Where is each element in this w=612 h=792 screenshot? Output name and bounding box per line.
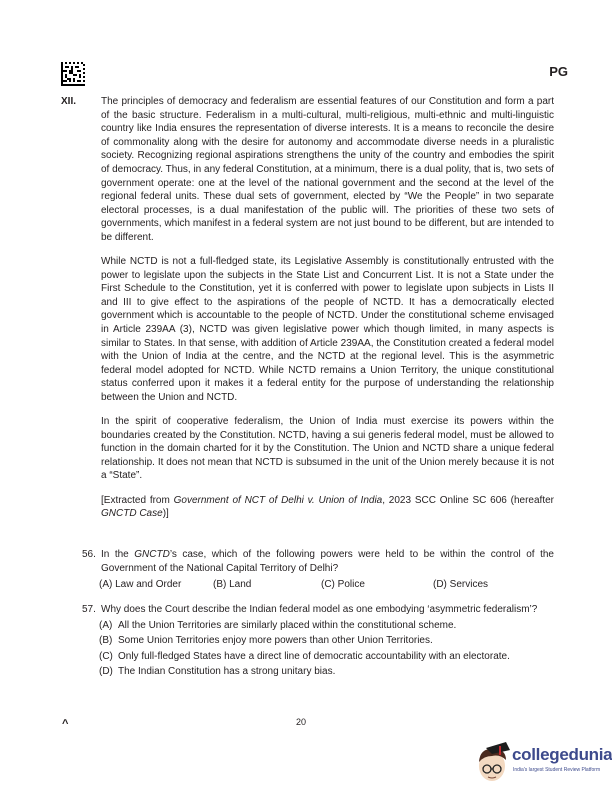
brand-name: collegedunia	[512, 745, 612, 764]
brand-tagline: India's largest Student Review Platform	[513, 767, 601, 773]
option-text: Law and Order	[115, 579, 182, 591]
option-a	[99, 619, 554, 633]
options-row	[99, 578, 554, 592]
option-label: (B)	[99, 635, 113, 647]
option-label: (C)	[99, 650, 113, 662]
student-mascot-icon	[476, 740, 512, 786]
question-number: 56.	[82, 549, 96, 560]
section-label: XII.	[61, 96, 77, 107]
citation	[101, 494, 554, 521]
option-text: All the Union Territories are similarly placed within the constitutional scheme.	[118, 619, 457, 631]
option-label: (D)	[99, 666, 113, 678]
stem-prefix: In the	[101, 549, 135, 560]
option-label: (A)	[99, 619, 113, 631]
citation-prefix: [Extracted from	[101, 494, 174, 506]
option-b	[213, 578, 321, 592]
stem-rest: ’s case, which of the following powers were held to be within the control of the Government of the National Capital Territory of Delhi?	[101, 549, 554, 574]
option-text: Some Union Territories enjoy more powers than other Union Territories.	[118, 635, 433, 647]
option-d	[433, 578, 488, 592]
citation-case-title: Government of NCT of Delhi v. Union of India	[173, 494, 383, 506]
option-label: (C)	[321, 579, 335, 591]
question-stem: Why does the Court describe the Indian federal model as one embodying ‘asymmetric federalism’?	[101, 604, 538, 615]
datamatrix-code-icon	[61, 62, 85, 86]
citation-middle: , 2023 SCC Online SC 606 (hereafter	[382, 494, 554, 506]
page-number: 20	[296, 717, 307, 727]
stem-italic: GNCTD	[134, 549, 170, 560]
citation-short-name: GNCTD Case	[101, 508, 163, 520]
passage	[101, 95, 554, 531]
option-label: (D)	[433, 579, 447, 591]
passage-paragraph: While NCTD is not a full-fledged state, its Legislative Assembly is constitutionally entrusted with the power to legislate upon the subjects in the State List and Concurrent List. It is not a State under the First Schedule to the Constitution, yet it is conferred with power to legislate upon subjects in Lists II and III to give effect to the aspirations of the people of NCTD. It has a democratically elected government which is accountable to the people of NCTD. Under the constitutional scheme envisaged in Article 239AA (3), NCTD was given legislative power which though limited, in many aspects is similar to States. In that sense, with addition of Article 239AA, the Constitution created a federal model with the Union of India at the centre, and the NCTD at the regional level. This is the asymmetric federal model adopted for NCTD. While NCTD remains a Union Territory, the unique constitutional status conferred upon it makes it a federal entity for the purpose of understanding the relationship between the Union and NCTD.	[101, 256, 554, 403]
collegedunia-watermark	[476, 740, 612, 786]
option-b	[99, 634, 554, 648]
question-stem	[101, 548, 554, 575]
question-number: 57.	[82, 604, 96, 615]
option-c	[321, 578, 433, 592]
option-text: Services	[449, 579, 489, 591]
option-text: The Indian Constitution has a strong unitary bias.	[118, 666, 336, 678]
question-57	[82, 603, 554, 679]
option-c	[99, 650, 554, 664]
option-text: Police	[337, 579, 365, 591]
passage-paragraph: In the spirit of cooperative federalism, the Union of India must exercise its powers within the boundaries created by the Constitution. NCTD, having a sui generis federal model, must be allowed to function in the domain charted for it by the Constitution. The Union and NCTD share a unique federal relationship. It does not mean that NCTD is subsumed in the unit of the Union merely because it is not a “State”.	[101, 416, 554, 482]
paper-code: PG	[549, 64, 568, 79]
option-a	[99, 578, 213, 592]
question-56	[82, 548, 554, 592]
option-label: (A)	[99, 579, 113, 591]
option-d	[99, 665, 554, 679]
passage-paragraph: The principles of democracy and federalism are essential features of our Constitution and form a part of the basic structure. Federalism in a multi-cultural, multi-religious, multi-ethnic and multi-linguistic country like India ensures the representation of diverse interests. It is a means to reconcile the desire of commonality along with the desire for autonomy and accommodate diverse needs in a pluralistic society. Recognizing regional aspirations strengthens the unity of the country and embodies the spirit of democracy. Thus, in any federal Constitution, at a minimum, there is a dual polity, that is, two sets of government operate: one at the level of the national government and the second at the level of the regional federal units. These dual sets of government, elected by “We the People” in two separate electoral processes, is a dual manifestation of the public will. The priorities of these two sets of governments, which manifest in a federal system are not just bound to be different, but are intended to be different.	[101, 96, 554, 243]
citation-suffix: )]	[162, 508, 169, 520]
option-text: Land	[229, 579, 252, 591]
option-text: Only full-fledged States have a direct line of democratic accountability with an electorate.	[118, 650, 510, 662]
option-label: (B)	[213, 579, 227, 591]
caret-up-icon: ^	[62, 718, 69, 730]
